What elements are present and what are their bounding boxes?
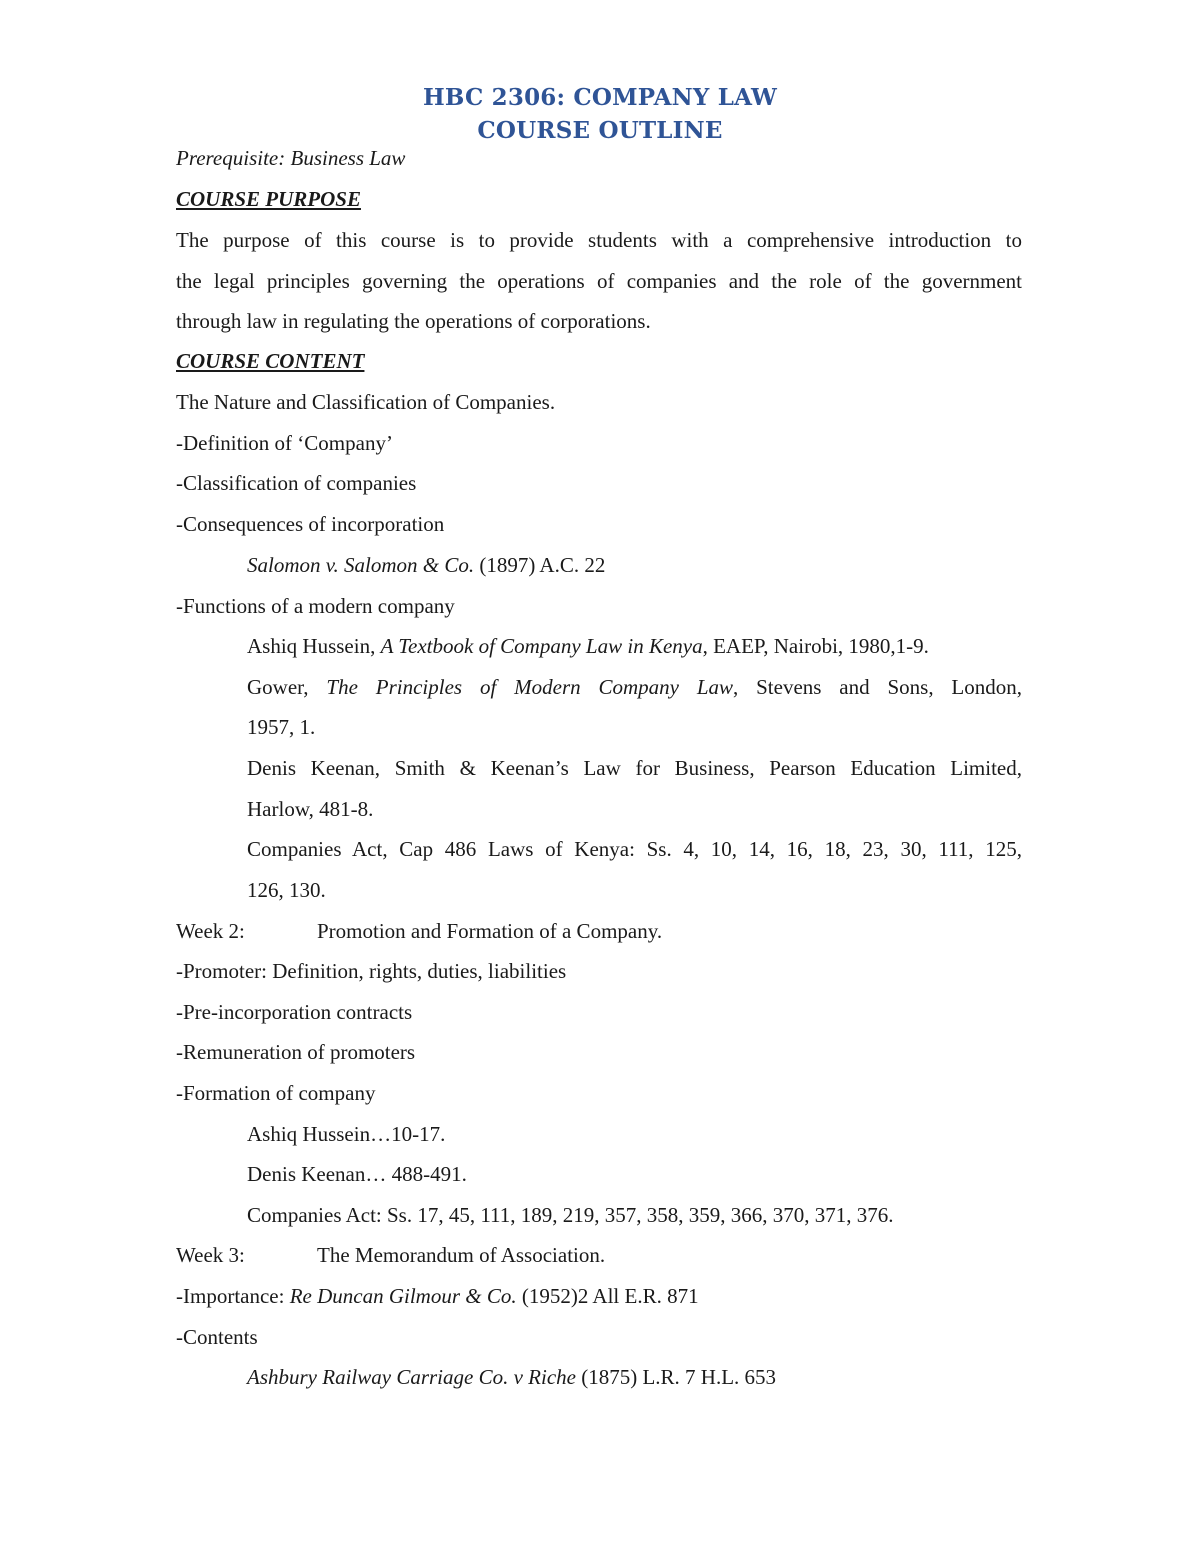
reference-gower [247, 677, 1022, 698]
list-item: -Functions of a modern company [176, 594, 455, 618]
list-item: -Remuneration of promoters [176, 1040, 416, 1064]
ref-author: Gower, [247, 675, 327, 699]
week-label: Week 3: [176, 1243, 245, 1267]
list-item: -Contents [176, 1325, 258, 1349]
reference: Companies Act: Ss. 17, 45, 111, 189, 219, 357, 358, 359, 366, 370, 371, 376. [247, 1203, 894, 1227]
case-name: Re Duncan Gilmour & Co. [289, 1284, 517, 1308]
ref-book-title: The Principles of Modern Company Law [326, 675, 734, 699]
purpose-heading: COURSE PURPOSE [176, 187, 361, 211]
case-reference [247, 555, 605, 576]
item-prefix: -Importance: [176, 1284, 290, 1308]
case-citation: (1875) L.R. 7 H.L. 653 [575, 1365, 777, 1389]
reference-keenan: Denis Keenan, Smith & Keenan’s Law for Business, Pearson Education Limited, [247, 756, 1022, 780]
purpose-line-3: through law in regulating the operations of corporations. [176, 309, 651, 333]
week2-heading [176, 921, 662, 942]
week3-heading [176, 1245, 605, 1266]
prerequisite: Prerequisite: Business Law [176, 146, 406, 170]
week-label: Week 2: [176, 919, 245, 943]
week-title: The Memorandum of Association. [317, 1243, 606, 1267]
list-item: -Definition of ‘Company’ [176, 431, 393, 455]
list-item: -Consequences of incorporation [176, 512, 445, 536]
reference-companies-act-cont: 126, 130. [247, 878, 326, 902]
list-item: -Promoter: Definition, rights, duties, liabilities [176, 959, 567, 983]
list-item: -Formation of company [176, 1081, 376, 1105]
ref-publisher: , Stevens and Sons, London, [733, 675, 1023, 699]
reference: Ashiq Hussein…10-17. [247, 1122, 446, 1146]
case-name: Salomon v. Salomon & Co. [247, 553, 475, 577]
reference-companies-act: Companies Act, Cap 486 Laws of Kenya: Ss. 4, 10, 14, 16, 18, 23, 30, 111, 125, [247, 837, 1022, 861]
course-subtitle: COURSE OUTLINE [477, 117, 723, 144]
reference-gower-cont: 1957, 1. [247, 715, 316, 739]
ref-book-title: A Textbook of Company Law in Kenya [380, 634, 703, 658]
week-title: Promotion and Formation of a Company. [317, 919, 663, 943]
reference-keenan-cont: Harlow, 481-8. [247, 797, 374, 821]
case-citation: (1952)2 All E.R. 871 [516, 1284, 699, 1308]
list-item: -Classification of companies [176, 471, 417, 495]
topic1-title: The Nature and Classification of Companies. [176, 390, 556, 414]
purpose-line-1: The purpose of this course is to provide students with a comprehensive introduction to [176, 228, 1022, 252]
purpose-line-2: the legal principles governing the operations of companies and the role of the government [176, 269, 1022, 293]
case-citation: (1897) A.C. 22 [474, 553, 606, 577]
case-reference [247, 1367, 776, 1388]
ref-author: Ashiq Hussein, [247, 634, 381, 658]
reference: Denis Keenan… 488-491. [247, 1162, 467, 1186]
list-item: -Pre-incorporation contracts [176, 1000, 413, 1024]
content-heading: COURSE CONTENT [176, 349, 365, 373]
ref-publisher: , EAEP, Nairobi, 1980,1-9. [702, 634, 929, 658]
importance-item [176, 1286, 699, 1307]
reference-hussein [247, 636, 929, 657]
case-name: Ashbury Railway Carriage Co. v Riche [247, 1365, 576, 1389]
course-title: HBC 2306: COMPANY LAW [422, 84, 778, 111]
